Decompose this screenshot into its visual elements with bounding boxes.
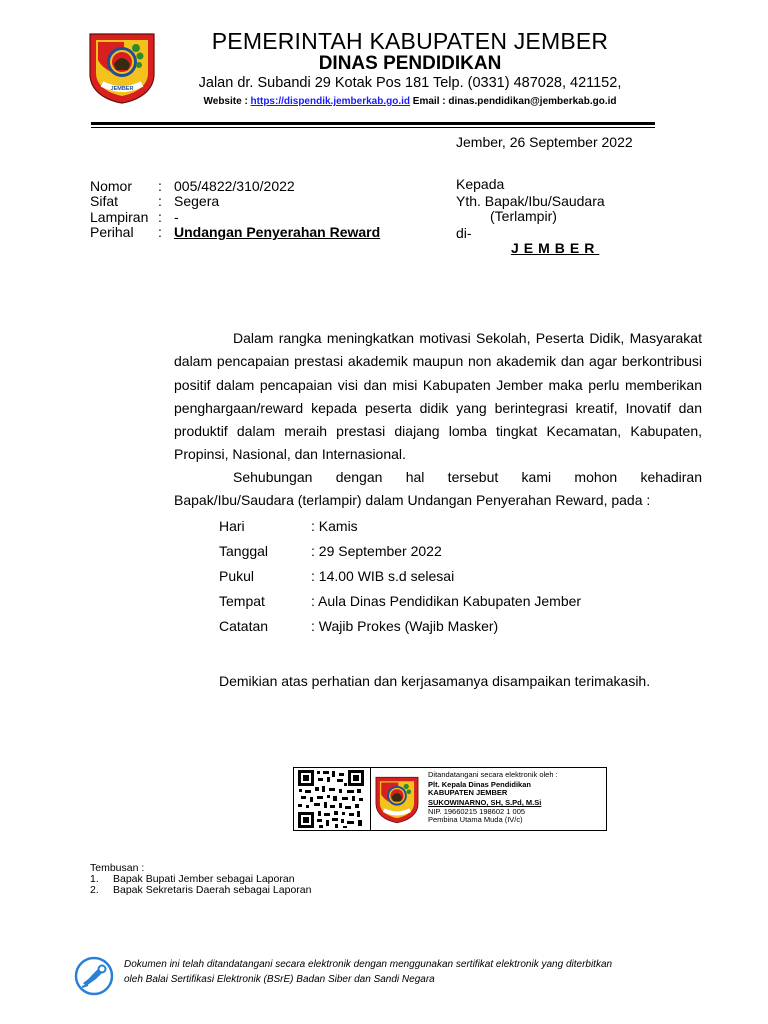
meta-label: Perihal [90,224,134,240]
detail-value: : 29 September 2022 [311,543,442,559]
letter-date: Jember, 26 September 2022 [456,134,633,150]
signature-statement: Ditandatangani secara elektronik oleh : [428,770,558,779]
recipient-at: di- [456,225,472,241]
body-paragraph-2 [174,466,702,513]
detail-value: : Aula Dinas Pendidikan Kabupaten Jember [311,593,582,609]
recipient-to: Kepada [456,176,505,192]
letter-number: 005/4822/310/2022 [174,178,295,194]
footer-notice-line-1: Dokumen ini telah ditandatangani secara elektronik dengan menggunakan sertifikat elektronik yang diterbitkan [124,959,613,970]
letter-nature: Segera [174,193,220,209]
letter-subject: Undangan Penyerahan Reward [174,224,381,240]
jember-crest-small-icon [372,773,422,825]
detail-value: : Kamis [311,518,358,534]
letter-attachment: - [174,209,179,225]
signer-nip: NIP. 19660215 198602 1 005 [428,807,526,816]
recipient-name: Yth. Bapak/Ibu/Saudara [456,193,605,209]
signer-position: Plt. Kepala Dinas Pendidikan [428,780,531,789]
meta-colon: : [158,209,162,225]
signer-office: KABUPATEN JEMBER [428,788,508,797]
paragraph-text: Sehubungan dengan hal tersebut kami mohon kehadiran Bapak/Ibu/Saudara (terlampir) dalam Undangan Penyerahan Reward, pada : [174,469,702,509]
meta-sifat [90,193,430,210]
bsre-signature-icon [74,956,114,996]
letterhead-rule-thin [91,127,655,128]
office-address: Jalan dr. Subandi 29 Kotak Pos 181 Telp. (0331) 487028, 421152, [198,75,622,91]
contact-line [26,96,768,107]
website-link[interactable]: https://dispendik.jemberkab.go.id [250,96,411,107]
meta-colon: : [158,178,162,194]
closing-sentence: Demikian atas perhatian dan kerjasamanya disampaikan terimakasih. [219,673,651,689]
meta-label: Nomor [90,178,133,194]
detail-label: Catatan [219,618,269,634]
recipient-city: JEMBER [511,240,600,256]
detail-label: Tanggal [219,543,269,559]
website-label: Website : [203,96,251,107]
detail-label: Hari [219,518,245,534]
meta-colon: : [158,193,162,209]
paragraph-text: Dalam rangka meningkatkan motivasi Sekolah, Peserta Didik, Masyarakat dalam pencapaian prestasi akademik maupun non akademik dan agar berkontribusi positif dalam pencapaian visi dan misi Kabupaten Jember maka perlu memberikan penghargaan/reward kepada peserta didik yang berintegrasi kreatif, Inovatif dan produktif dalam meraih prestasi diajang lomba tingkat Kecamatan, Kabupaten, Propinsi, Nasional, dan Internasional. [174,330,702,463]
letterhead-rule-thick [91,122,655,125]
cc-text: Bapak Sekretaris Daerah sebagai Laporan [113,884,312,896]
department-title: DINAS PENDIDIKAN [318,53,502,74]
email-label: Email : [410,96,449,107]
cc-text: Bapak Bupati Jember sebagai Laporan [113,873,295,885]
signer-rank: Pembina Utama Muda (IV/c) [428,815,523,824]
cc-number: 2. [90,884,99,896]
cc-heading: Tembusan : [90,862,145,874]
government-title: PEMERINTAH KABUPATEN JEMBER [211,28,609,54]
crest-text: JEMBER [110,86,134,92]
meta-perihal [90,224,430,241]
email-address: dinas.pendidikan@jemberkab.go.id [448,96,617,107]
meta-colon: : [158,224,162,240]
meta-label: Sifat [90,193,119,209]
qr-code-icon[interactable] [297,769,365,829]
recipient-attached: (Terlampir) [490,208,557,224]
detail-value: : Wajib Prokes (Wajib Masker) [311,618,499,634]
detail-label: Pukul [219,568,255,584]
footer-notice-line-2: oleh Balai Sertifikasi Elektronik (BSrE) Badan Siber dan Sandi Negara [124,974,435,985]
cc-number: 1. [90,873,99,885]
signer-name: SUKOWINARNO, SH, S.Pd, M.Si [428,798,542,807]
detail-label: Tempat [219,593,265,609]
signature-divider [370,767,371,830]
body-paragraph-1 [174,327,702,467]
meta-label: Lampiran [90,209,149,225]
cc-item [90,885,311,896]
detail-value: : 14.00 WIB s.d selesai [311,568,455,584]
